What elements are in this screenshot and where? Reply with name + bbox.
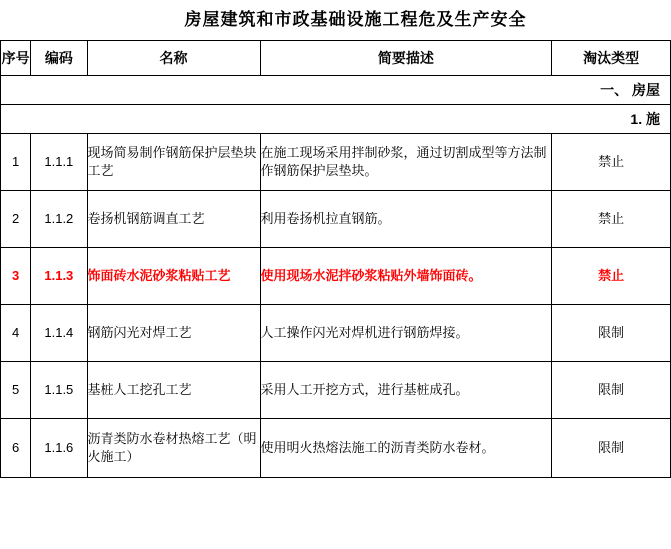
cell-type: 禁止 <box>552 191 671 248</box>
cell-type: 限制 <box>552 305 671 362</box>
cell-seq: 4 <box>1 305 31 362</box>
cell-name: 钢筋闪光对焊工艺 <box>87 305 260 362</box>
cell-desc: 使用现场水泥拌砂浆粘贴外墙饰面砖。 <box>260 248 552 305</box>
cell-code: 1.1.4 <box>31 305 87 362</box>
cell-name: 基桩人工挖孔工艺 <box>87 362 260 419</box>
cell-type: 禁止 <box>552 248 671 305</box>
document-title: 房屋建筑和市政基础设施工程危及生产安全 <box>184 9 527 29</box>
cell-desc: 利用卷扬机拉直钢筋。 <box>260 191 552 248</box>
cell-desc: 使用明火热熔法施工的沥青类防水卷材。 <box>260 419 552 478</box>
cell-seq: 5 <box>1 362 31 419</box>
cell-name: 现场简易制作钢筋保护层垫块工艺 <box>87 134 260 191</box>
column-header-desc: 简要描述 <box>260 41 552 76</box>
cell-desc: 人工操作闪光对焊机进行钢筋焊接。 <box>260 305 552 362</box>
cell-seq: 2 <box>1 191 31 248</box>
section-row-level2 <box>1 105 671 134</box>
column-header-type: 淘汰类型 <box>552 41 671 76</box>
table-header-row <box>1 41 671 76</box>
cell-code: 1.1.2 <box>31 191 87 248</box>
section-label-level1: 一、 房屋 <box>1 76 671 105</box>
column-header-code: 编码 <box>31 41 87 76</box>
cell-desc: 在施工现场采用拌制砂浆，通过切割成型等方法制作钢筋保护层垫块。 <box>260 134 552 191</box>
cell-code: 1.1.5 <box>31 362 87 419</box>
cell-seq: 1 <box>1 134 31 191</box>
table-row <box>1 134 671 191</box>
cell-seq: 3 <box>1 248 31 305</box>
cell-type: 禁止 <box>552 134 671 191</box>
title-row <box>1 0 671 41</box>
column-header-seq: 序号 <box>1 41 31 76</box>
cell-name: 饰面砖水泥砂浆粘贴工艺 <box>87 248 260 305</box>
cell-name: 沥青类防水卷材热熔工艺（明火施工） <box>87 419 260 478</box>
table-row <box>1 191 671 248</box>
table-row <box>1 419 671 478</box>
section-label-level2: 1. 施 <box>1 105 671 134</box>
cell-type: 限制 <box>552 362 671 419</box>
column-header-name: 名称 <box>87 41 260 76</box>
cell-name: 卷扬机钢筋调直工艺 <box>87 191 260 248</box>
cell-desc: 采用人工开挖方式，进行基桩成孔。 <box>260 362 552 419</box>
cell-code: 1.1.3 <box>31 248 87 305</box>
table-row-highlighted <box>1 248 671 305</box>
table-row <box>1 362 671 419</box>
cell-seq: 6 <box>1 419 31 478</box>
cell-type: 限制 <box>552 419 671 478</box>
table-row <box>1 305 671 362</box>
cell-code: 1.1.1 <box>31 134 87 191</box>
section-row-level1 <box>1 76 671 105</box>
cell-code: 1.1.6 <box>31 419 87 478</box>
